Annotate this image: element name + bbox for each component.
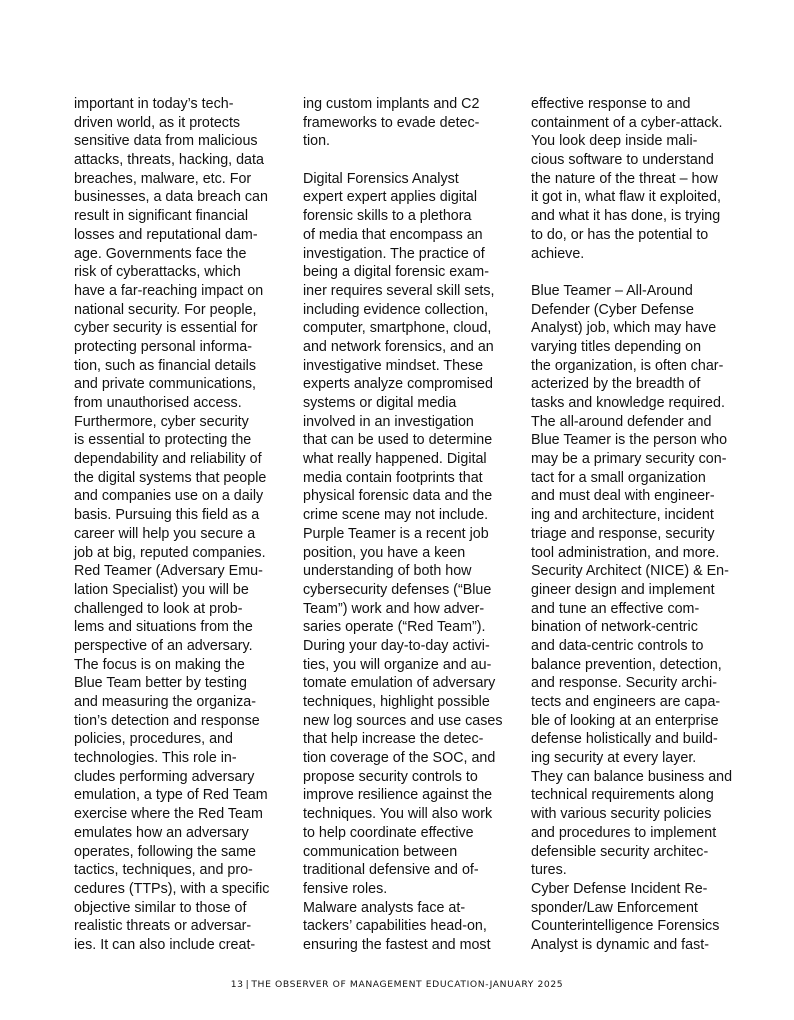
text-line: defense holistically and build- [531,731,718,748]
text-line: Counterintelligence Forensics [531,918,720,935]
text-line: new log sources and use cases [303,712,503,729]
text-line: media contain footprints that [303,469,483,486]
text-line: traditional defensive and of- [303,862,479,879]
text-line: balance prevention, detection, [531,656,722,673]
text-line: Cyber Defense Incident Re- [531,880,708,897]
text-line: national security. For people, [74,301,257,318]
text-line: Analyst is dynamic and fast- [531,936,709,953]
text-line: and tune an effective com- [531,600,700,617]
text-line: Purple Teamer is a recent job [303,525,489,542]
text-line: fensive roles. [303,880,388,897]
text-line: what really happened. Digital [303,451,487,468]
text-line: the organization, is often char- [531,357,724,374]
text-line: Blue Teamer – All-Around [531,282,693,299]
text-line: career will help you secure a [74,525,256,542]
text-line: expert expert applies digital [303,189,478,206]
text-line: from unauthorised access. [74,395,242,411]
text-line: protecting personal informa- [74,338,253,355]
text-line: sensitive data from malicious [74,133,258,150]
text-line: tion, such as financial details [74,357,256,374]
text-line: systems or digital media [303,395,457,411]
text-line [303,151,513,170]
text-line: to do, or has the potential to [531,226,709,243]
text-line: ies. It can also include creat- [74,936,256,953]
text-line: Furthermore, cyber security [74,413,249,430]
text-line: ensuring the fastest and most [303,936,491,953]
text-line: cedures (TTPs), with a specific [74,880,270,897]
text-line: Digital Forensics Analyst [303,170,459,187]
page-footer [0,979,794,990]
text-line: driven world, as it protects [74,114,241,131]
text-line: involved in an investigation [303,413,474,430]
text-line: tion’s detection and response [74,712,260,729]
text-line: and what it has done, is trying [531,208,721,225]
text-line: and private communications, [74,376,256,393]
text-line: tool administration, and more. [531,544,720,561]
text-line: with various security policies [531,806,712,823]
text-line: emulates how an adversary [74,824,249,841]
text-line: propose security controls to [303,768,478,785]
text-line: lation Specialist) you will be [74,581,249,598]
text-line: gineer design and implement [531,581,715,598]
text-line: The all-around defender and [531,413,712,430]
text-line: Blue Teamer is the person who [531,432,728,449]
text-line: breaches, malware, etc. For [74,170,252,187]
text-line: Security Architect (NICE) & En- [531,563,729,580]
text-line: They can balance business and [531,768,733,785]
text-line: basis. Pursuing this field as a [74,507,260,524]
text-line: that can be used to determine [303,432,493,449]
text-line: and companies use on a daily [74,488,264,505]
footer-separator: | [245,979,250,990]
text-line: containment of a cyber-attack. [531,114,723,131]
text-column-1 [74,95,284,955]
page-number: 13 [230,979,244,990]
text-line: During your day-to-day activi- [303,637,490,654]
text-line: tion coverage of the SOC, and [303,750,496,767]
text-line: to help coordinate effective [303,824,474,841]
text-line: tact for a small organization [531,469,706,486]
text-line: physical forensic data and the [303,488,493,505]
text-line: policies, procedures, and [74,731,233,748]
text-line: tactics, techniques, and pro- [74,862,253,879]
text-line: tomate emulation of adversary [303,675,496,692]
text-line: bination of network-centric [531,619,698,636]
text-line: that help increase the detec- [303,731,484,748]
text-line: age. Governments face the [74,245,247,262]
text-line: Red Teamer (Adversary Emu- [74,563,263,580]
text-column-3 [531,95,743,955]
text-line: saries operate (“Red Team”). [303,619,486,636]
text-line: frameworks to evade detec- [303,114,480,131]
text-line: ties, you will organize and au- [303,656,492,673]
text-line: emulation, a type of Red Team [74,787,268,804]
text-line: is essential to protecting the [74,432,252,449]
text-line: tures. [531,862,567,879]
text-line: forensic skills to a plethora [303,208,472,225]
text-line: businesses, a data breach can [74,189,268,206]
text-line: and must deal with engineer- [531,488,715,505]
text-line: iner requires several skill sets, [303,282,495,299]
text-line: may be a primary security con- [531,451,727,468]
text-line: communication between [303,843,458,860]
text-line: tion. [303,133,331,150]
text-line: Malware analysts face at- [303,899,466,916]
text-line: including evidence collection, [303,301,489,318]
text-line: result in significant financial [74,208,249,225]
text-line: sponder/Law Enforcement [531,899,698,916]
text-line [531,263,743,282]
text-line: and data-centric controls to [531,637,704,654]
text-line: the digital systems that people [74,469,267,486]
text-line: position, you have a keen [303,544,466,561]
text-line: and procedures to implement [531,824,717,841]
text-line: challenged to look at prob- [74,600,243,617]
text-line: acterized by the breadth of [531,376,701,393]
publication-line: THE OBSERVER OF MANAGEMENT EDUCATION-JANUARY 2025 [251,979,564,990]
text-line: cious software to understand [531,152,714,169]
text-line: risk of cyberattacks, which [74,264,241,281]
text-line: the nature of the threat – how [531,170,718,187]
text-line: Blue Team better by testing [74,675,247,692]
text-line: objective similar to those of [74,899,247,916]
text-line: realistic threats or adversar- [74,918,252,935]
text-line: ing security at every layer. [531,750,697,767]
text-line: cludes performing adversary [74,768,255,785]
text-line: The focus is on making the [74,656,245,673]
text-line: cybersecurity defenses (“Blue [303,581,492,598]
text-line: improve resilience against the [303,787,493,804]
text-line: experts analyze compromised [303,376,493,393]
text-line: varying titles depending on [531,338,702,355]
text-line: Defender (Cyber Defense [531,301,694,318]
text-line: triage and response, security [531,525,715,542]
text-line: computer, smartphone, cloud, [303,320,492,337]
text-line: achieve. [531,245,585,262]
text-line: perspective of an adversary. [74,637,253,654]
text-line: crime scene may not include. [303,507,489,524]
text-line: important in today’s tech- [74,96,234,112]
text-line: attacks, threats, hacking, data [74,152,264,169]
text-line: operates, following the same [74,843,256,860]
text-line: job at big, reputed companies. [74,544,266,561]
text-line: and network forensics, and an [303,338,494,355]
text-line: technologies. This role in- [74,750,237,767]
text-line: investigation. The practice of [303,245,485,262]
text-line: ing custom implants and C2 [303,96,480,112]
text-line: techniques, highlight possible [303,694,490,710]
text-line: cyber security is essential for [74,320,258,337]
text-line: exercise where the Red Team [74,806,263,823]
text-line: tects and engineers are capa- [531,694,721,710]
text-line: it got in, what flaw it exploited, [531,189,721,206]
text-line: dependability and reliability of [74,451,262,468]
text-line: losses and reputational dam- [74,226,258,243]
text-line: Team”) work and how adver- [303,600,485,617]
text-line: lems and situations from the [74,619,253,636]
text-line: investigative mindset. These [303,357,484,374]
text-line: understanding of both how [303,563,472,580]
text-line: You look deep inside mali- [531,133,698,150]
text-line: tasks and knowledge required. [531,395,725,411]
text-line: of media that encompass an [303,226,483,243]
text-line: tackers’ capabilities head-on, [303,918,487,935]
text-line: Analyst) job, which may have [531,320,717,337]
text-line: techniques. You will also work [303,806,493,823]
text-line: technical requirements along [531,787,714,804]
text-line: defensible security architec- [531,843,709,860]
text-column-2 [303,95,513,955]
text-line: have a far-reaching impact on [74,282,264,299]
text-line: ble of looking at an enterprise [531,712,719,729]
text-line: and measuring the organiza- [74,694,256,710]
text-line: effective response to and [531,96,691,112]
text-line: and response. Security archi- [531,675,717,692]
text-line: ing and architecture, incident [531,507,714,524]
text-line: being a digital forensic exam- [303,264,489,281]
